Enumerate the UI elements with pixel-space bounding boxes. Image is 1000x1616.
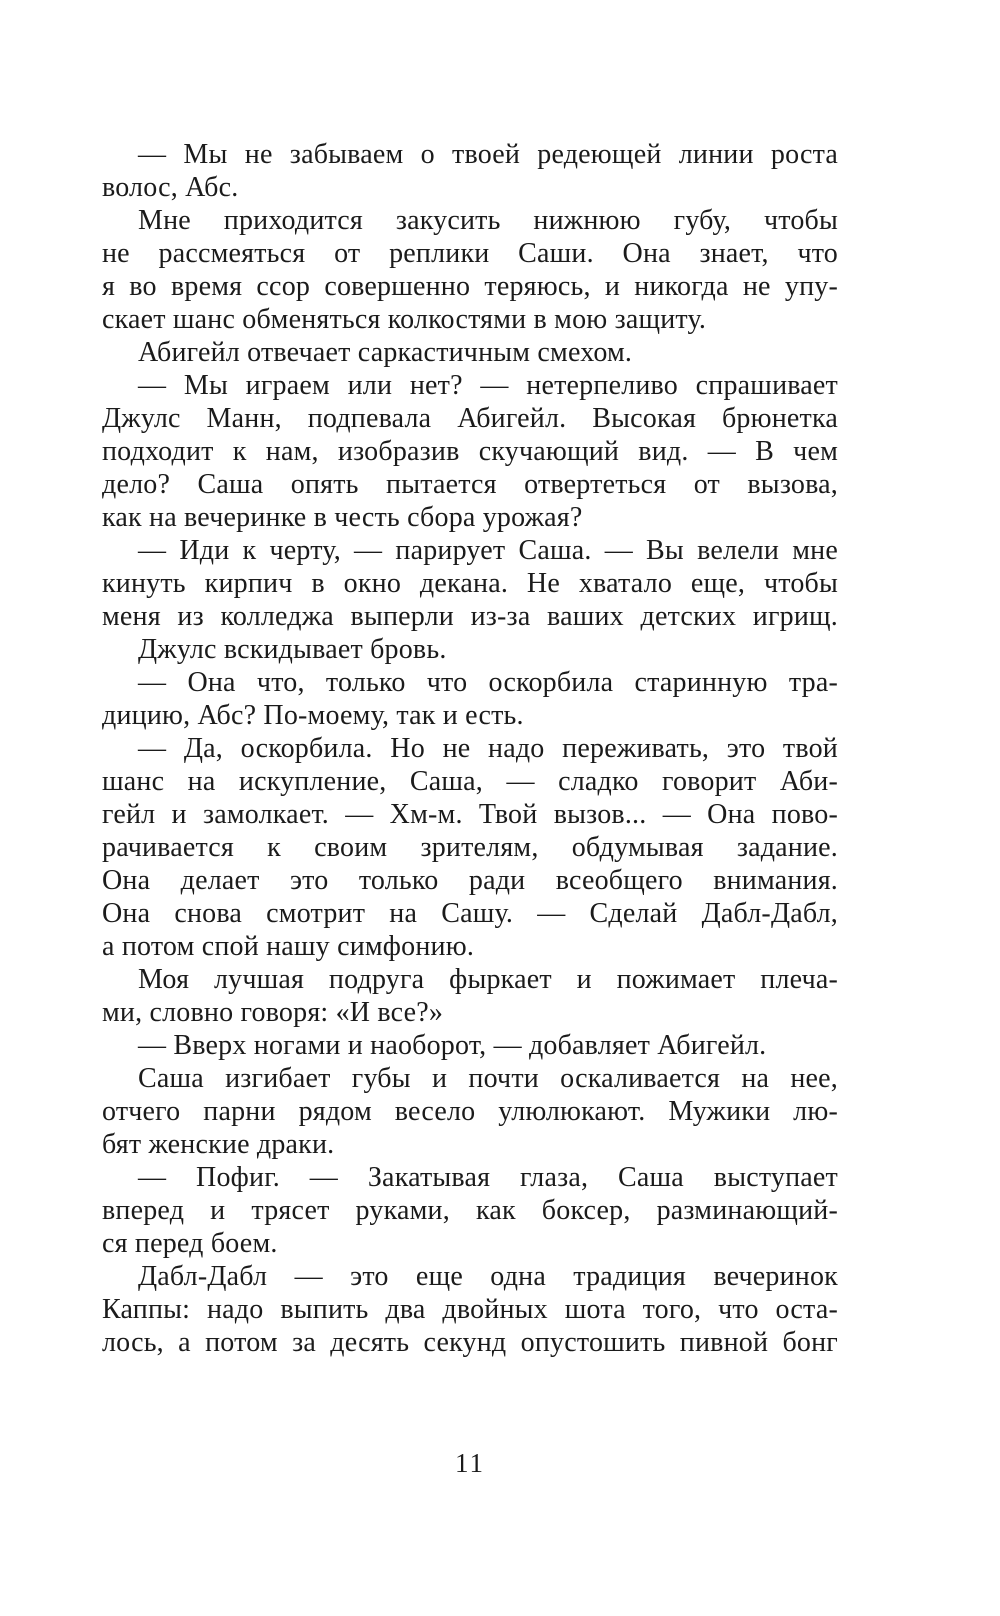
text-line: скает шанс обменяться колкостями в мою защиту.	[102, 304, 707, 335]
text-line: — Да, оскорбила. Но не надо переживать, это твой	[138, 733, 838, 764]
text-line: лось, а потом за десять секунд опустошить пивной бонг	[102, 1327, 838, 1358]
text-line: кинуть кирпич в окно декана. Не хватало еще, чтобы	[102, 568, 838, 599]
text-line: Саша изгибает губы и почти оскаливается на нее,	[138, 1063, 838, 1094]
text-line: Абигейл отвечает саркастичным смехом.	[138, 337, 633, 368]
text-line: дицию, Абс? По-моему, так и есть.	[102, 700, 524, 731]
text-line: а потом спой нашу симфонию.	[102, 931, 475, 962]
text-line: не рассмеяться от реплики Саши. Она знает, что	[102, 238, 838, 269]
text-line: дело? Саша опять пытается отвертеться от вызова,	[102, 469, 838, 500]
text-line: — Мы играем или нет? — нетерпеливо спрашивает	[138, 370, 838, 401]
text-line: Каппы: надо выпить два двойных шота того, что оста-	[102, 1294, 838, 1325]
text-line: гейл и замолкает. — Хм-м. Твой вызов... — Она пово-	[102, 799, 838, 830]
text-line: как на вечеринке в честь сбора урожая?	[102, 502, 583, 533]
text-line: шанс на искупление, Саша, — сладко говорит Аби-	[102, 766, 838, 797]
text-line: — Пофиг. — Закатывая глаза, Саша выступает	[138, 1162, 838, 1193]
text-line: Мне приходится закусить нижнюю губу, чтобы	[138, 205, 838, 236]
page-number: 11	[455, 1448, 485, 1478]
text-line: ся перед боем.	[102, 1228, 278, 1259]
text-line: Джулс Манн, подпевала Абигейл. Высокая брюнетка	[102, 403, 838, 434]
text-line: бят женские драки.	[102, 1129, 335, 1160]
text-line: Джулс вскидывает бровь.	[138, 634, 447, 665]
text-line: отчего парни рядом весело улюлюкают. Мужики лю-	[102, 1096, 838, 1127]
text-line: ми, словно говоря: «И все?»	[102, 997, 444, 1028]
text-line: — Вверх ногами и наоборот, — добавляет Абигейл.	[138, 1030, 767, 1061]
text-line: подходит к нам, изобразив скучающий вид. — В чем	[102, 436, 838, 467]
text-line: — Она что, только что оскорбила старинную тра-	[138, 667, 838, 698]
text-line: меня из колледжа выперли из-за ваших детских игрищ.	[102, 601, 838, 632]
text-line: рачивается к своим зрителям, обдумывая задание.	[102, 832, 838, 863]
text-line: — Иди к черту, — парирует Саша. — Вы велели мне	[138, 535, 838, 566]
text-line: Моя лучшая подруга фыркает и пожимает плеча-	[138, 964, 838, 995]
text-line: — Мы не забываем о твоей редеющей линии роста	[138, 139, 838, 170]
text-line: вперед и трясет руками, как боксер, разминающий-	[102, 1195, 838, 1226]
text-line: волос, Абс.	[102, 172, 239, 203]
text-block	[102, 138, 838, 1359]
text-line: я во время ссор совершенно теряюсь, и никогда не упу-	[102, 271, 838, 302]
text-line: Она снова смотрит на Сашу. — Сделай Дабл-Дабл,	[102, 898, 838, 929]
text-line: Дабл-Дабл — это еще одна традиция вечеринок	[138, 1261, 838, 1292]
text-line: Она делает это только ради всеобщего внимания.	[102, 865, 838, 896]
